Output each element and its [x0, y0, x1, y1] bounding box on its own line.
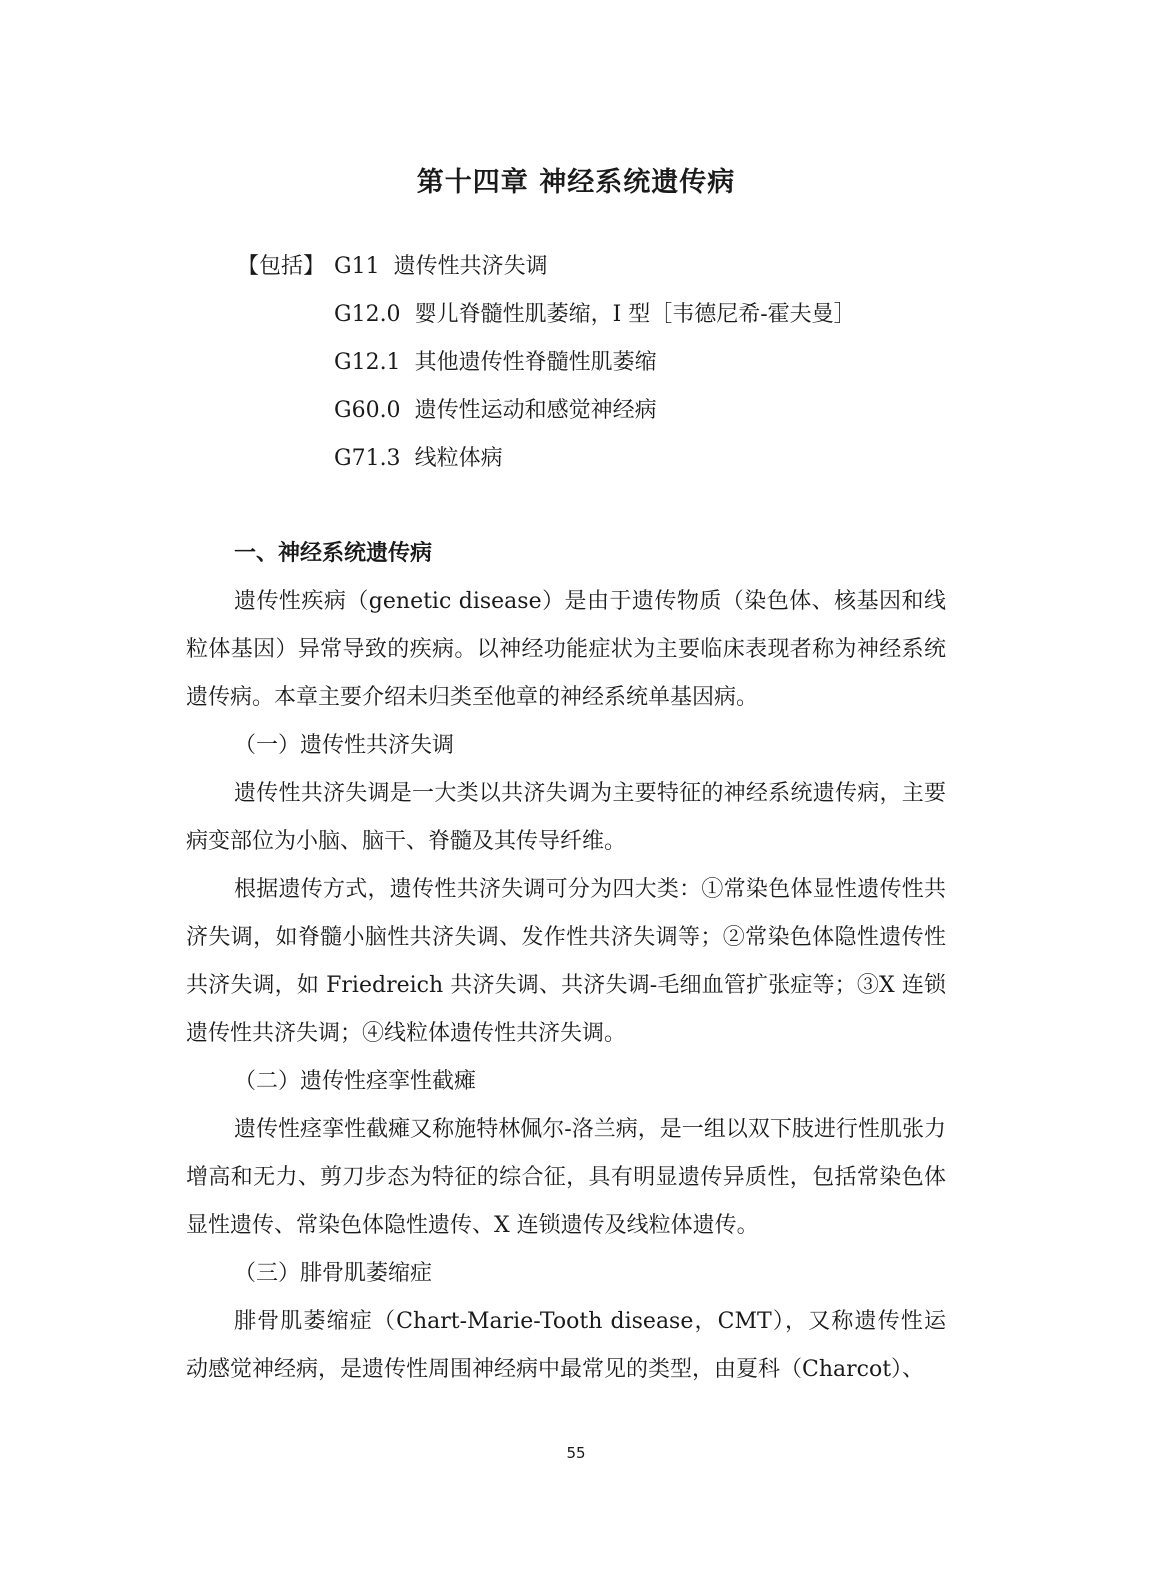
paragraph-ataxia-classification: 根据遗传方式，遗传性共济失调可分为四大类：①常染色体显性遗传性共济失调，如脊髓小脑性共济失调、发作性共济失调等；②常染色体隐性遗传性共济失调，如 Friedreich 共济失调、共济失调-毛细血管扩张症等；③X 连锁遗传性共济失调；④线粒体遗传性共济失调。 [186, 877, 946, 1046]
page-number: 55 [566, 1444, 586, 1462]
icd-code: G11 [334, 254, 380, 279]
includes-item [237, 291, 997, 339]
paragraph-ataxia-definition: 遗传性共济失调是一大类以共济失调为主要特征的神经系统遗传病，主要病变部位为小脑、脑干、脊髓及其传导纤维。 [186, 781, 946, 854]
paragraph-paraplegia: 遗传性痉挛性截瘫又称施特林佩尔-洛兰病，是一组以双下肢进行性肌张力增高和无力、剪刀步态为特征的综合征，具有明显遗传异质性，包括常染色体显性遗传、常染色体隐性遗传、X 连锁遗传及线粒体遗传。 [186, 1117, 946, 1238]
body-text [186, 530, 946, 1394]
includes-item [237, 387, 997, 435]
icd-description: 线粒体病 [414, 446, 503, 471]
icd-description: 其他遗传性脊髓性肌萎缩 [414, 350, 657, 375]
includes-item [237, 339, 997, 387]
icd-description: 遗传性共济失调 [393, 254, 548, 279]
includes-list [237, 243, 997, 483]
icd-code: G71.3 [334, 446, 401, 471]
subsection-heading-ataxia: （一）遗传性共济失调 [234, 733, 455, 758]
subsection-heading-cmt: （三）腓骨肌萎缩症 [234, 1261, 433, 1286]
icd-code: G12.0 [334, 302, 401, 327]
includes-item [237, 435, 997, 483]
section-heading: 一、神经系统遗传病 [234, 541, 433, 566]
includes-item [237, 243, 997, 291]
icd-description: 婴儿脊髓性肌萎缩，I 型［韦德尼希-霍夫曼］ [414, 302, 856, 327]
icd-code: G60.0 [334, 398, 401, 423]
includes-prefix: 【包括】 [237, 254, 326, 279]
paragraph-cmt: 腓骨肌萎缩症（Chart-Marie-Tooth disease，CMT），又称遗传性运动感觉神经病，是遗传性周围神经病中最常见的类型，由夏科（Charcot）、 [186, 1309, 946, 1382]
subsection-heading-paraplegia: （二）遗传性痉挛性截瘫 [234, 1069, 477, 1094]
icd-code: G12.1 [334, 350, 401, 375]
chapter-title: 第十四章 神经系统遗传病 [416, 167, 736, 198]
paragraph-intro: 遗传性疾病（genetic disease）是由于遗传物质（染色体、核基因和线粒体基因）异常导致的疾病。以神经功能症状为主要临床表现者称为神经系统遗传病。本章主要介绍未归类至他章的神经系统单基因病。 [186, 589, 946, 710]
icd-description: 遗传性运动和感觉神经病 [414, 398, 657, 423]
